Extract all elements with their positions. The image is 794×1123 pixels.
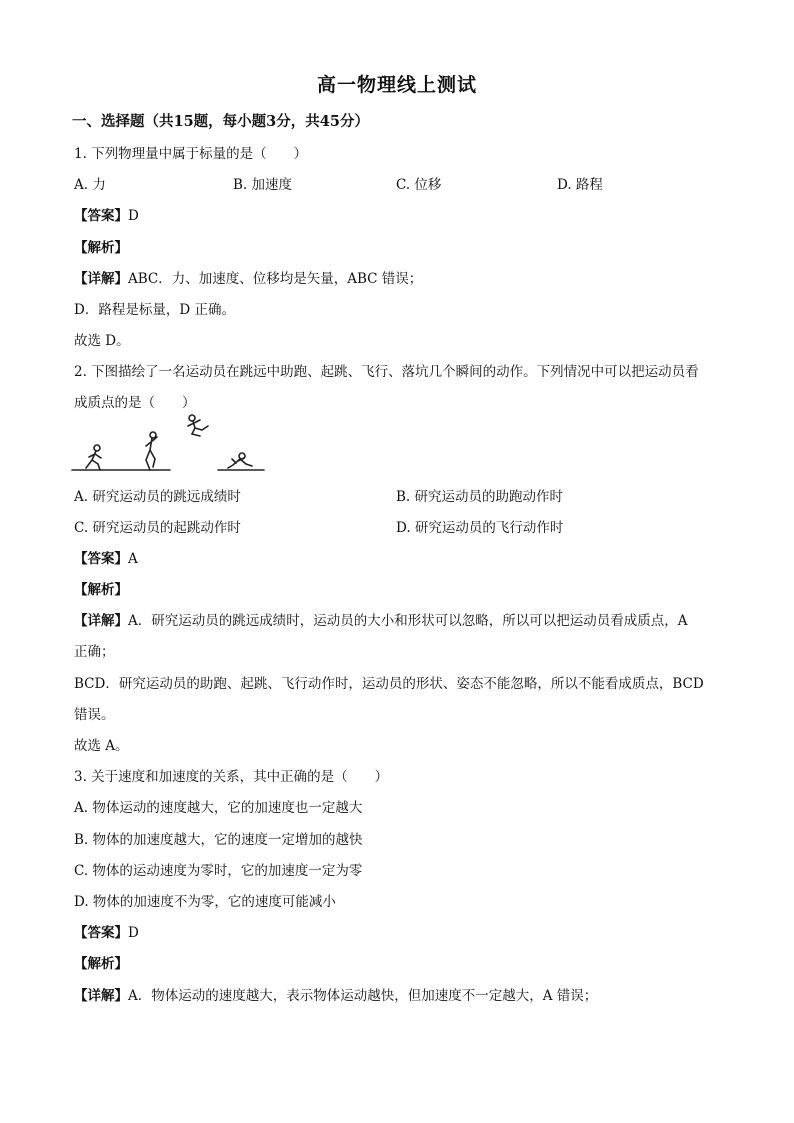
q2-option-a: A. 研究运动员的跳远成绩时: [74, 489, 241, 505]
q1-detail-line-2: D．路程是标量，D 正确。: [74, 302, 235, 318]
q2-analysis-tag: 【解析】: [74, 582, 128, 598]
q2-option-d: D. 研究运动员的飞行动作时: [396, 520, 564, 536]
q2-answer: 【答案】A: [74, 551, 138, 567]
q3-option-d: D. 物体的加速度不为零，它的速度可能减小: [74, 894, 336, 910]
flying-figure: [188, 415, 208, 436]
q2-detail-line-2: 正确；: [74, 644, 115, 660]
q3-option-c: C. 物体的运动速度为零时，它的加速度一定为零: [74, 863, 363, 879]
q2-stem-line-2: 成质点的是（ ）: [74, 395, 196, 411]
section-heading: 一、选择题（共15题，每小题3分，共45分）: [72, 113, 369, 130]
q3-detail-line-1: 【详解】A．物体运动的速度越大，表示物体运动越快，但加速度不一定越大，A 错误；: [74, 988, 598, 1004]
q2-stem-line-1: 2. 下图描绘了一名运动员在跳远中助跑、起跳、飞行、落坑几个瞬间的动作。下列情况中可以把运动员看: [74, 364, 699, 380]
q1-answer: 【答案】D: [74, 208, 139, 224]
q2-detail-line-4: 错误。: [74, 707, 115, 723]
q3-option-b: B. 物体的加速度越大，它的速度一定增加的越快: [74, 832, 363, 848]
q2-detail-line-5: 故选 A。: [74, 738, 129, 754]
q2-option-c: C. 研究运动员的起跳动作时: [74, 520, 241, 536]
q1-stem: 1. 下列物理量中属于标量的是（ ）: [74, 146, 308, 162]
q2-detail-line-3: BCD．研究运动员的助跑、起跳、飞行动作时，运动员的形状、姿态不能忽略，所以不能看成质点，BCD: [74, 676, 704, 692]
q1-option-d: D. 路程: [557, 177, 603, 193]
q1-option-c: C. 位移: [396, 177, 442, 193]
long-jump-figure: [70, 404, 270, 476]
q1-option-b: B. 加速度: [233, 177, 293, 193]
q3-analysis-tag: 【解析】: [74, 956, 128, 972]
page-title: 高一物理线上测试: [316, 74, 477, 96]
landing-figure: [228, 453, 252, 468]
q1-analysis-tag: 【解析】: [74, 240, 128, 256]
q2-option-b: B. 研究运动员的助跑动作时: [396, 489, 564, 505]
q3-stem: 3. 关于速度和加速度的关系，其中正确的是（ ）: [74, 769, 389, 785]
q1-option-a: A. 力: [74, 177, 106, 193]
q1-detail-line-1: 【详解】ABC．力、加速度、位移均是矢量，ABC 错误；: [74, 271, 423, 287]
takeoff-figure: [146, 432, 157, 470]
q2-detail-line-1: 【详解】A．研究运动员的跳远成绩时，运动员的大小和形状可以忽略，所以可以把运动员看成质点，A: [74, 613, 688, 629]
runner-figure: [86, 445, 101, 470]
q1-detail-line-3: 故选 D。: [74, 333, 130, 349]
q3-option-a: A. 物体运动的速度越大，它的加速度也一定越大: [74, 800, 363, 816]
q3-answer: 【答案】D: [74, 925, 139, 941]
